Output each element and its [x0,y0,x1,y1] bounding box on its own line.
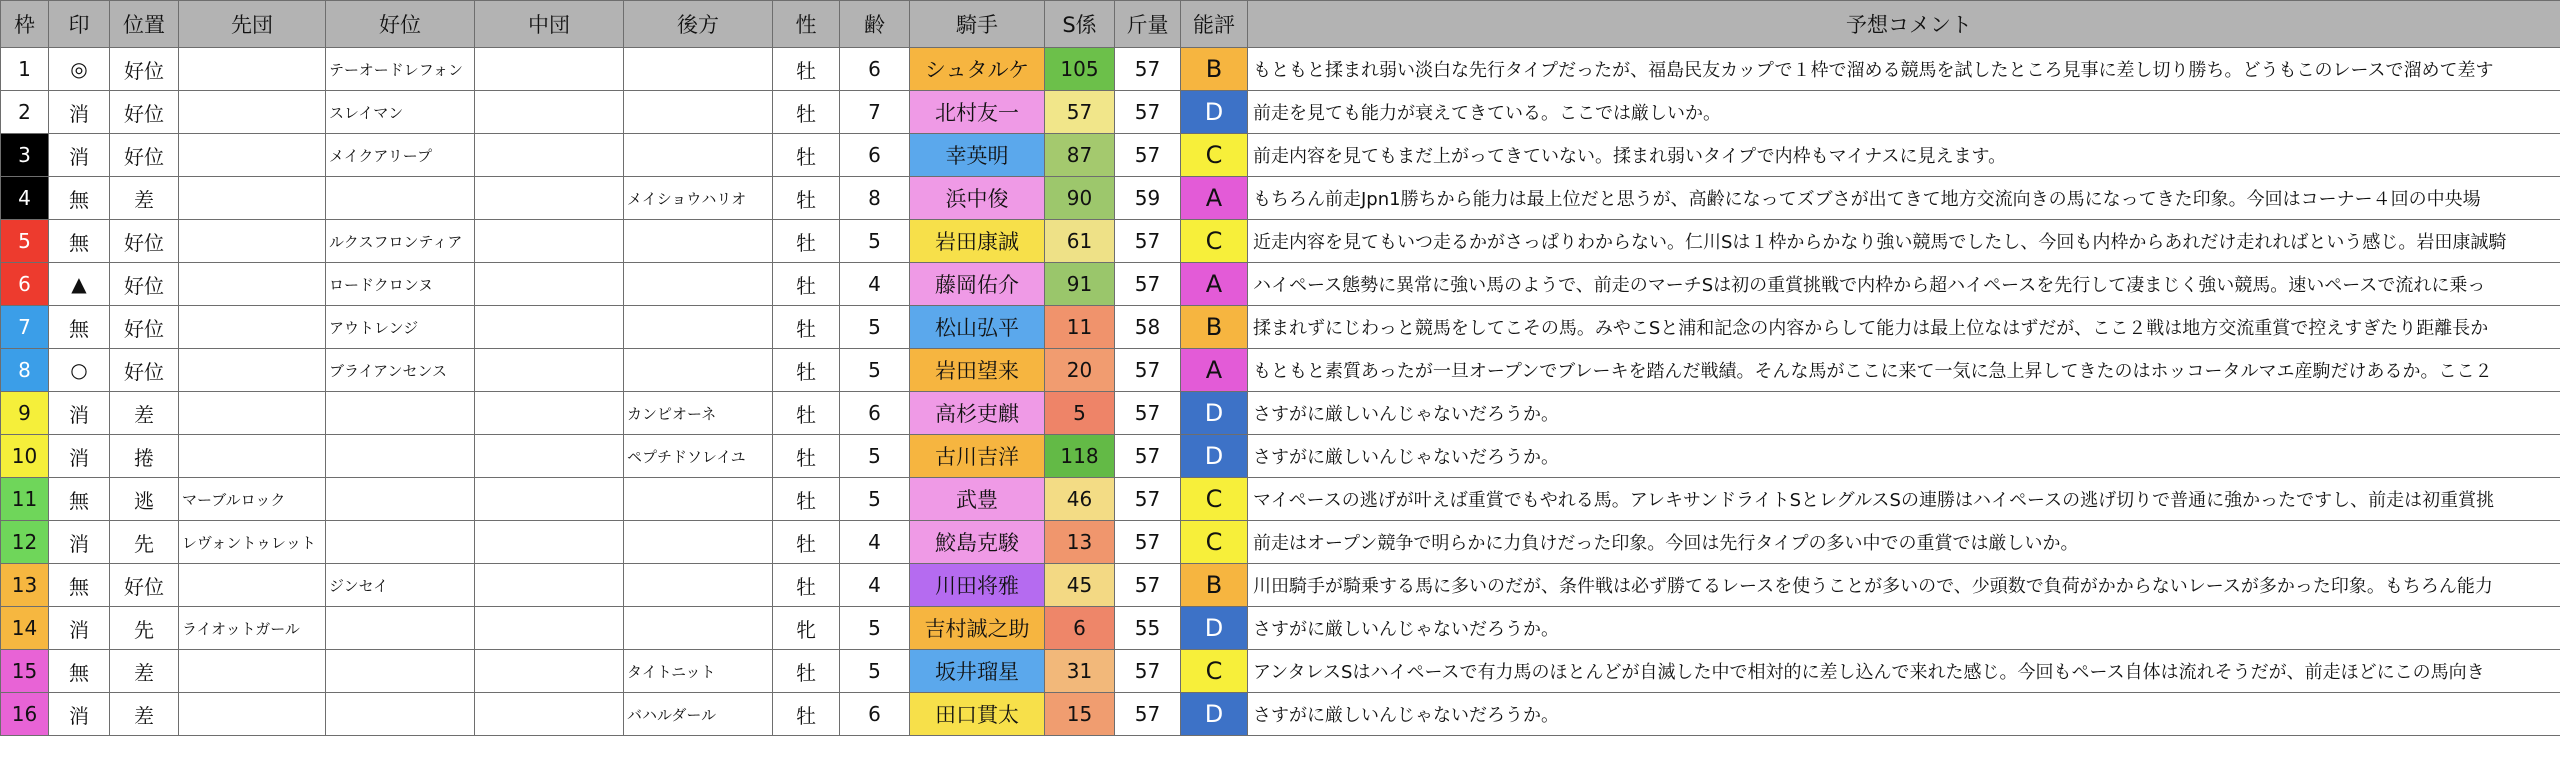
koui-cell [326,177,475,220]
rating-cell: C [1181,478,1248,521]
koho-cell: カンピオーネ [624,392,773,435]
sendan-cell: レヴォントゥレット [179,521,326,564]
jockey-cell: 北村友一 [910,91,1045,134]
age-cell: 4 [840,521,910,564]
mark-cell: 無 [49,306,110,349]
table-row[interactable] [1,91,2560,134]
waku-cell: 5 [1,220,49,263]
mark-cell: 消 [49,693,110,736]
koho-cell [624,607,773,650]
sendan-cell [179,91,326,134]
koho-cell: メイショウハリオ [624,177,773,220]
waku-cell: 13 [1,564,49,607]
position-cell: 差 [110,693,179,736]
rating-cell: D [1181,693,1248,736]
weight-cell: 57 [1115,263,1181,306]
position-cell: 好位 [110,349,179,392]
mark-cell: 無 [49,220,110,263]
header-row [1,1,2560,48]
age-cell: 5 [840,435,910,478]
waku-cell: 6 [1,263,49,306]
mark-cell: 消 [49,521,110,564]
sex-cell: 牡 [773,177,840,220]
sendan-cell [179,349,326,392]
jockey-cell: 武豊 [910,478,1045,521]
chudan-cell [475,220,624,263]
s-coef-cell: 6 [1045,607,1115,650]
sex-cell: 牡 [773,220,840,263]
chudan-cell [475,564,624,607]
comment-cell: もともと素質あったが一旦オープンでブレーキを踏んだ戦績。そんな馬がここに来て一気に急上昇してきたのはホッコータルマエ産駒だけあるか。ここ２ [1248,349,2560,392]
sex-cell: 牡 [773,392,840,435]
s-coef-cell: 45 [1045,564,1115,607]
sex-cell: 牡 [773,91,840,134]
mark-cell: 消 [49,91,110,134]
mark-cell: 消 [49,435,110,478]
weight-cell: 57 [1115,478,1181,521]
koui-cell [326,650,475,693]
rating-cell: C [1181,134,1248,177]
sex-cell: 牡 [773,564,840,607]
comment-cell: 揉まれずにじわっと競馬をしてこその馬。みやこSと浦和記念の内容からして能力は最上位なはずだが、ここ２戦は地方交流重賞で控えすぎたり距離長か [1248,306,2560,349]
waku-cell: 4 [1,177,49,220]
s-coef-cell: 61 [1045,220,1115,263]
s-coef-cell: 87 [1045,134,1115,177]
koho-cell [624,91,773,134]
table-row[interactable] [1,564,2560,607]
sex-cell: 牡 [773,48,840,91]
mark-cell: 消 [49,392,110,435]
weight-cell: 57 [1115,349,1181,392]
weight-cell: 57 [1115,48,1181,91]
age-cell: 4 [840,564,910,607]
weight-cell: 57 [1115,91,1181,134]
comment-cell: 前走を見ても能力が衰えてきている。ここでは厳しいか。 [1248,91,2560,134]
comment-cell: もちろん前走Jpn1勝ちから能力は最上位だと思うが、高齢になってズブさが出てきて地方交流向きの馬になってきた印象。今回はコーナー４回の中央場 [1248,177,2560,220]
weight-cell: 59 [1115,177,1181,220]
table-row[interactable] [1,693,2560,736]
mark-cell: 無 [49,478,110,521]
koui-cell: ブライアンセンス [326,349,475,392]
position-cell: 好位 [110,263,179,306]
header-age: 齢 [840,1,910,48]
age-cell: 5 [840,220,910,263]
comment-cell: マイペースの逃げが叶えば重賞でもやれる馬。アレキサンドライトSとレグルスSの連勝はハイペースの逃げ切りで普通に強かったですし、前走は初重賞挑 [1248,478,2560,521]
chudan-cell [475,392,624,435]
koui-cell [326,478,475,521]
header-jockey: 騎手 [910,1,1045,48]
age-cell: 7 [840,91,910,134]
chudan-cell [475,521,624,564]
age-cell: 4 [840,263,910,306]
header-mark: 印 [49,1,110,48]
rating-cell: D [1181,392,1248,435]
mark-cell: 無 [49,177,110,220]
koui-cell: メイクアリープ [326,134,475,177]
weight-cell: 57 [1115,392,1181,435]
s-coef-cell: 46 [1045,478,1115,521]
s-coef-cell: 118 [1045,435,1115,478]
weight-cell: 57 [1115,564,1181,607]
position-cell: 差 [110,392,179,435]
sex-cell: 牝 [773,607,840,650]
table-row[interactable] [1,220,2560,263]
sendan-cell [179,177,326,220]
comment-cell: 前走はオープン競争で明らかに力負けだった印象。今回は先行タイプの多い中での重賞では厳しいか。 [1248,521,2560,564]
header-weight: 斤量 [1115,1,1181,48]
chudan-cell [475,134,624,177]
rating-cell: D [1181,435,1248,478]
header-sex: 性 [773,1,840,48]
comment-cell: アンタレスSはハイペースで有力馬のほとんどが自滅した中で相対的に差し込んで来れた感じ。今回もペース自体は流れそうだが、前走ほどにこの馬向き [1248,650,2560,693]
age-cell: 8 [840,177,910,220]
s-coef-cell: 31 [1045,650,1115,693]
sex-cell: 牡 [773,478,840,521]
chudan-cell [475,91,624,134]
position-cell: 逃 [110,478,179,521]
sendan-cell [179,564,326,607]
position-cell: 差 [110,177,179,220]
koui-cell [326,392,475,435]
s-coef-cell: 90 [1045,177,1115,220]
s-coef-cell: 20 [1045,349,1115,392]
position-cell: 好位 [110,91,179,134]
table-row[interactable] [1,263,2560,306]
comment-cell: 川田騎手が騎乗する馬に多いのだが、条件戦は必ず勝てるレースを使うことが多いので、少頭数で負荷がかからないレースが多かった印象。もちろん能力 [1248,564,2560,607]
waku-cell: 8 [1,349,49,392]
sendan-cell [179,48,326,91]
rating-cell: B [1181,564,1248,607]
jockey-cell: 古川吉洋 [910,435,1045,478]
waku-cell: 2 [1,91,49,134]
sex-cell: 牡 [773,435,840,478]
koho-cell: ペプチドソレイユ [624,435,773,478]
header-waku: 枠 [1,1,49,48]
koho-cell [624,478,773,521]
waku-cell: 10 [1,435,49,478]
comment-cell: さすがに厳しいんじゃないだろうか。 [1248,435,2560,478]
age-cell: 5 [840,478,910,521]
position-cell: 好位 [110,220,179,263]
koui-cell: ロードクロンヌ [326,263,475,306]
sex-cell: 牡 [773,349,840,392]
chudan-cell [475,48,624,91]
chudan-cell [475,435,624,478]
koho-cell [624,263,773,306]
waku-cell: 14 [1,607,49,650]
waku-cell: 16 [1,693,49,736]
weight-cell: 57 [1115,435,1181,478]
header-position: 位置 [110,1,179,48]
sex-cell: 牡 [773,263,840,306]
comment-cell: もともと揉まれ弱い淡白な先行タイプだったが、福島民友カップで１枠で溜める競馬を試したところ見事に差し切り勝ち。どうもこのレースで溜めて差す [1248,48,2560,91]
table-row[interactable] [1,650,2560,693]
header-koho: 後方 [624,1,773,48]
jockey-cell: 田口貫太 [910,693,1045,736]
s-coef-cell: 57 [1045,91,1115,134]
sendan-cell [179,306,326,349]
koho-cell [624,521,773,564]
header-s-coef: S係 [1045,1,1115,48]
rating-cell: C [1181,220,1248,263]
s-coef-cell: 13 [1045,521,1115,564]
rating-cell: B [1181,306,1248,349]
comment-cell: 近走内容を見てもいつ走るかがさっぱりわからない。仁川Sは１枠からかなり強い競馬でしたし、今回も内枠からあれだけ走れればという感じ。岩田康誠騎 [1248,220,2560,263]
chudan-cell [475,177,624,220]
sendan-cell [179,263,326,306]
age-cell: 6 [840,693,910,736]
koho-cell [624,220,773,263]
s-coef-cell: 5 [1045,392,1115,435]
jockey-cell: 川田将雅 [910,564,1045,607]
jockey-cell: 藤岡佑介 [910,263,1045,306]
waku-cell: 7 [1,306,49,349]
table-row[interactable] [1,177,2560,220]
comment-cell: さすがに厳しいんじゃないだろうか。 [1248,693,2560,736]
age-cell: 6 [840,48,910,91]
rating-cell: C [1181,650,1248,693]
sendan-cell [179,693,326,736]
jockey-cell: シュタルケ [910,48,1045,91]
age-cell: 5 [840,349,910,392]
mark-cell: 消 [49,134,110,177]
sex-cell: 牡 [773,650,840,693]
chudan-cell [475,607,624,650]
rating-cell: D [1181,607,1248,650]
sex-cell: 牡 [773,306,840,349]
comment-cell: さすがに厳しいんじゃないだろうか。 [1248,607,2560,650]
koho-cell [624,564,773,607]
sex-cell: 牡 [773,134,840,177]
weight-cell: 58 [1115,306,1181,349]
weight-cell: 57 [1115,693,1181,736]
chudan-cell [475,306,624,349]
mark-cell: 無 [49,650,110,693]
sendan-cell [179,650,326,693]
sex-cell: 牡 [773,521,840,564]
comment-cell: 前走内容を見てもまだ上がってきていない。揉まれ弱いタイプで内枠もマイナスに見えます。 [1248,134,2560,177]
koui-cell: アウトレンジ [326,306,475,349]
mark-cell: ▲ [49,263,110,306]
jockey-cell: 岩田望来 [910,349,1045,392]
jockey-cell: 坂井瑠星 [910,650,1045,693]
sendan-cell [179,392,326,435]
sendan-cell [179,134,326,177]
table-row[interactable] [1,478,2560,521]
koui-cell: テーオードレフォン [326,48,475,91]
table-row[interactable] [1,392,2560,435]
table-row[interactable] [1,349,2560,392]
s-coef-cell: 15 [1045,693,1115,736]
sendan-cell [179,435,326,478]
koui-cell: ジンセイ [326,564,475,607]
weight-cell: 57 [1115,220,1181,263]
rating-cell: D [1181,91,1248,134]
rating-cell: A [1181,177,1248,220]
rating-cell: A [1181,263,1248,306]
table-row[interactable] [1,607,2560,650]
koho-cell [624,349,773,392]
sendan-cell [179,220,326,263]
jockey-cell: 吉村誠之助 [910,607,1045,650]
s-coef-cell: 91 [1045,263,1115,306]
age-cell: 5 [840,650,910,693]
age-cell: 5 [840,607,910,650]
table-row[interactable] [1,306,2560,349]
chudan-cell [475,263,624,306]
koho-cell [624,134,773,177]
koui-cell [326,521,475,564]
chudan-cell [475,650,624,693]
waku-cell: 11 [1,478,49,521]
jockey-cell: 浜中俊 [910,177,1045,220]
sex-cell: 牡 [773,693,840,736]
table-body [1,48,2560,736]
jockey-cell: 岩田康誠 [910,220,1045,263]
position-cell: 好位 [110,134,179,177]
age-cell: 6 [840,392,910,435]
jockey-cell: 鮫島克駿 [910,521,1045,564]
s-coef-cell: 11 [1045,306,1115,349]
table-row[interactable] [1,48,2560,91]
chudan-cell [475,478,624,521]
position-cell: 好位 [110,306,179,349]
koho-cell [624,306,773,349]
position-cell: 先 [110,607,179,650]
chudan-cell [475,349,624,392]
jockey-cell: 松山弘平 [910,306,1045,349]
table-row[interactable] [1,134,2560,177]
position-cell: 好位 [110,48,179,91]
comment-cell: ハイペース態勢に異常に強い馬のようで、前走のマーチSは初の重賞挑戦で内枠から超ハイペースを先行して凄まじく強い競馬。速いペースで流れに乗っ [1248,263,2560,306]
comment-cell: さすがに厳しいんじゃないだろうか。 [1248,392,2560,435]
waku-cell: 1 [1,48,49,91]
jockey-cell: 高杉吏麒 [910,392,1045,435]
header-chudan: 中団 [475,1,624,48]
header-rating: 能評 [1181,1,1248,48]
mark-cell: 消 [49,607,110,650]
koui-cell [326,607,475,650]
rating-cell: A [1181,349,1248,392]
mark-cell: ◎ [49,48,110,91]
weight-cell: 55 [1115,607,1181,650]
koui-cell: ルクスフロンティア [326,220,475,263]
waku-cell: 9 [1,392,49,435]
header-sendan: 先団 [179,1,326,48]
header-koui: 好位 [326,1,475,48]
weight-cell: 57 [1115,134,1181,177]
rating-cell: B [1181,48,1248,91]
mark-cell: 無 [49,564,110,607]
koui-cell [326,693,475,736]
s-coef-cell: 105 [1045,48,1115,91]
waku-cell: 3 [1,134,49,177]
age-cell: 5 [840,306,910,349]
koho-cell: バハルダール [624,693,773,736]
position-cell: 捲 [110,435,179,478]
position-cell: 好位 [110,564,179,607]
waku-cell: 12 [1,521,49,564]
sendan-cell: マーブルロック [179,478,326,521]
waku-cell: 15 [1,650,49,693]
mark-cell: ○ [49,349,110,392]
koho-cell [624,48,773,91]
koui-cell [326,435,475,478]
age-cell: 6 [840,134,910,177]
rating-cell: C [1181,521,1248,564]
chudan-cell [475,693,624,736]
koho-cell: タイトニット [624,650,773,693]
weight-cell: 57 [1115,650,1181,693]
sendan-cell: ライオットガール [179,607,326,650]
jockey-cell: 幸英明 [910,134,1045,177]
koui-cell: スレイマン [326,91,475,134]
header-comment: 予想コメント [1248,1,2560,48]
position-cell: 先 [110,521,179,564]
table-row[interactable] [1,435,2560,478]
position-cell: 差 [110,650,179,693]
weight-cell: 57 [1115,521,1181,564]
table-row[interactable] [1,521,2560,564]
